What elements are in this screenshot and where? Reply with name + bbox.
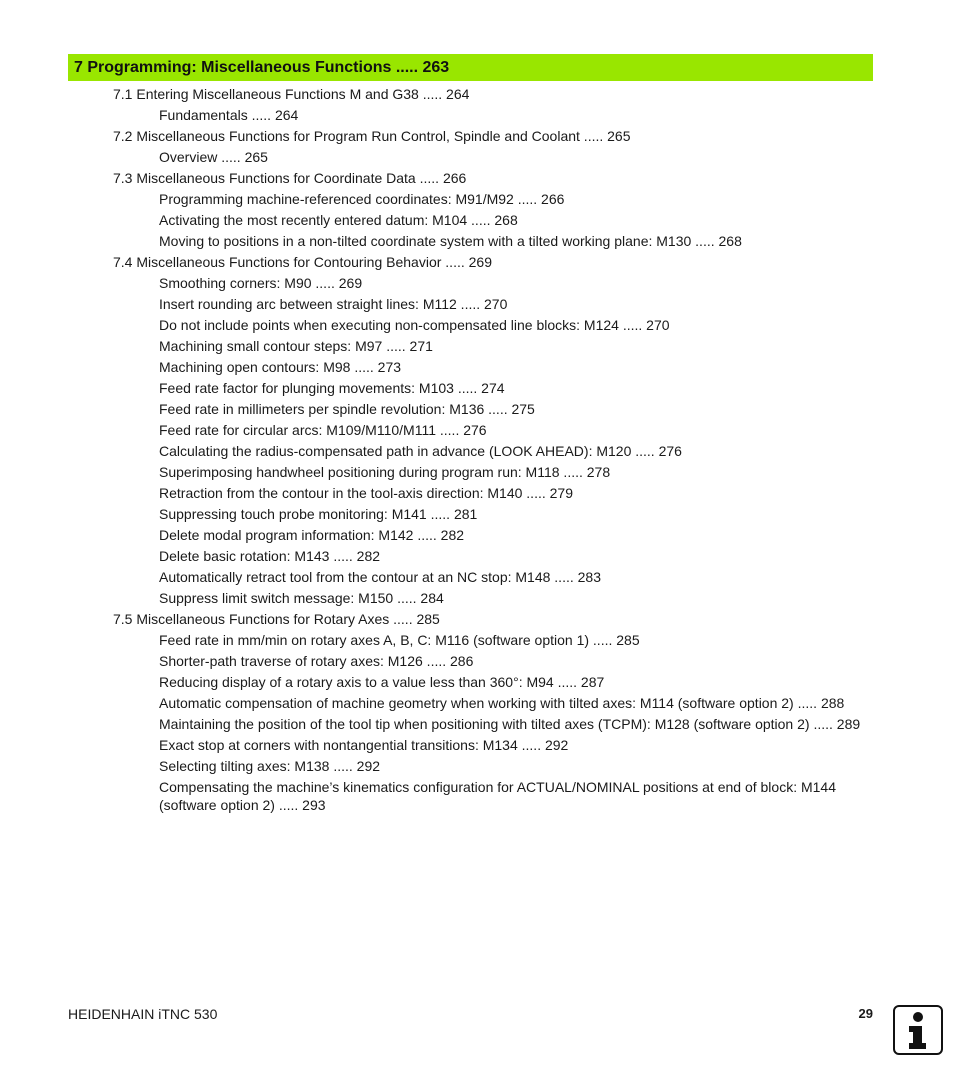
toc-section-entry: 7.1 Entering Miscellaneous Functions M and G38 ..... 264 [113,85,470,102]
toc-subsection-entry: Machining open contours: M98 ..... 273 [159,358,402,375]
toc-subsection-entry: Programming machine-referenced coordinates: M91/M92 ..... 266 [159,190,565,207]
toc-subsection-entry: Feed rate in mm/min on rotary axes A, B, C: M116 (software option 1) ..... 285 [159,631,640,648]
toc-subsection-entry: Fundamentals ..... 264 [159,106,299,123]
info-icon [893,1005,943,1055]
toc-subsection-entry: Automatically retract tool from the contour at an NC stop: M148 ..... 283 [159,568,601,585]
toc-subsection-entry: Calculating the radius-compensated path in advance (LOOK AHEAD): M120 ..... 276 [159,442,682,459]
table-of-contents [0,83,954,815]
toc-subsection-entry: Overview ..... 265 [159,148,268,165]
toc-subsection-entry: Delete basic rotation: M143 ..... 282 [159,547,381,564]
toc-subsection-entry: Feed rate for circular arcs: M109/M110/M111 ..... 276 [159,421,487,438]
toc-section-entry: 7.2 Miscellaneous Functions for Program Run Control, Spindle and Coolant ..... 265 [113,127,631,144]
toc-subsection-entry: Do not include points when executing non-compensated line blocks: M124 ..... 270 [159,316,670,333]
toc-subsection-entry: Exact stop at corners with nontangential transitions: M134 ..... 292 [159,736,569,753]
toc-subsection-entry: Maintaining the position of the tool tip when positioning with tilted axes (TCPM): M128 (software option 2) ..... 289 [159,715,861,732]
toc-subsection-entry: Compensating the machine’s kinematics configuration for ACTUAL/NOMINAL positions at end of block: M144 (software option 2) ..... 293 [159,778,836,813]
toc-section-entry: 7.4 Miscellaneous Functions for Contouring Behavior ..... 269 [113,253,492,270]
toc-subsection-entry: Insert rounding arc between straight lines: M112 ..... 270 [159,295,508,312]
toc-section-entry: 7.5 Miscellaneous Functions for Rotary Axes ..... 285 [113,610,440,627]
page-number: 29 [858,1006,873,1021]
chapter-heading: 7 Programming: Miscellaneous Functions ..... 263 [68,54,873,81]
toc-subsection-entry: Automatic compensation of machine geometry when working with tilted axes: M114 (software option 2) ..... 288 [159,694,845,711]
toc-subsection-entry: Feed rate factor for plunging movements: M103 ..... 274 [159,379,505,396]
toc-subsection-entry: Suppressing touch probe monitoring: M141 ..... 281 [159,505,478,522]
toc-subsection-entry: Activating the most recently entered datum: M104 ..... 268 [159,211,518,228]
toc-subsection-entry: Delete modal program information: M142 ..... 282 [159,526,465,543]
toc-subsection-entry: Moving to positions in a non-tilted coordinate system with a tilted working plane: M130 ..... 268 [159,232,742,249]
footer-title: HEIDENHAIN iTNC 530 [68,1006,218,1022]
toc-subsection-entry: Selecting tilting axes: M138 ..... 292 [159,757,381,774]
toc-subsection-entry: Superimposing handwheel positioning during program run: M118 ..... 278 [159,463,611,480]
toc-subsection-entry: Retraction from the contour in the tool-axis direction: M140 ..... 279 [159,484,573,501]
toc-subsection-entry: Machining small contour steps: M97 ..... 271 [159,337,433,354]
toc-section-entry: 7.3 Miscellaneous Functions for Coordinate Data ..... 266 [113,169,467,186]
toc-subsection-entry: Feed rate in millimeters per spindle revolution: M136 ..... 275 [159,400,535,417]
toc-subsection-entry: Smoothing corners: M90 ..... 269 [159,274,363,291]
toc-subsection-entry: Suppress limit switch message: M150 ..... 284 [159,589,444,606]
toc-subsection-entry: Shorter-path traverse of rotary axes: M126 ..... 286 [159,652,474,669]
toc-subsection-entry: Reducing display of a rotary axis to a value less than 360°: M94 ..... 287 [159,673,605,690]
